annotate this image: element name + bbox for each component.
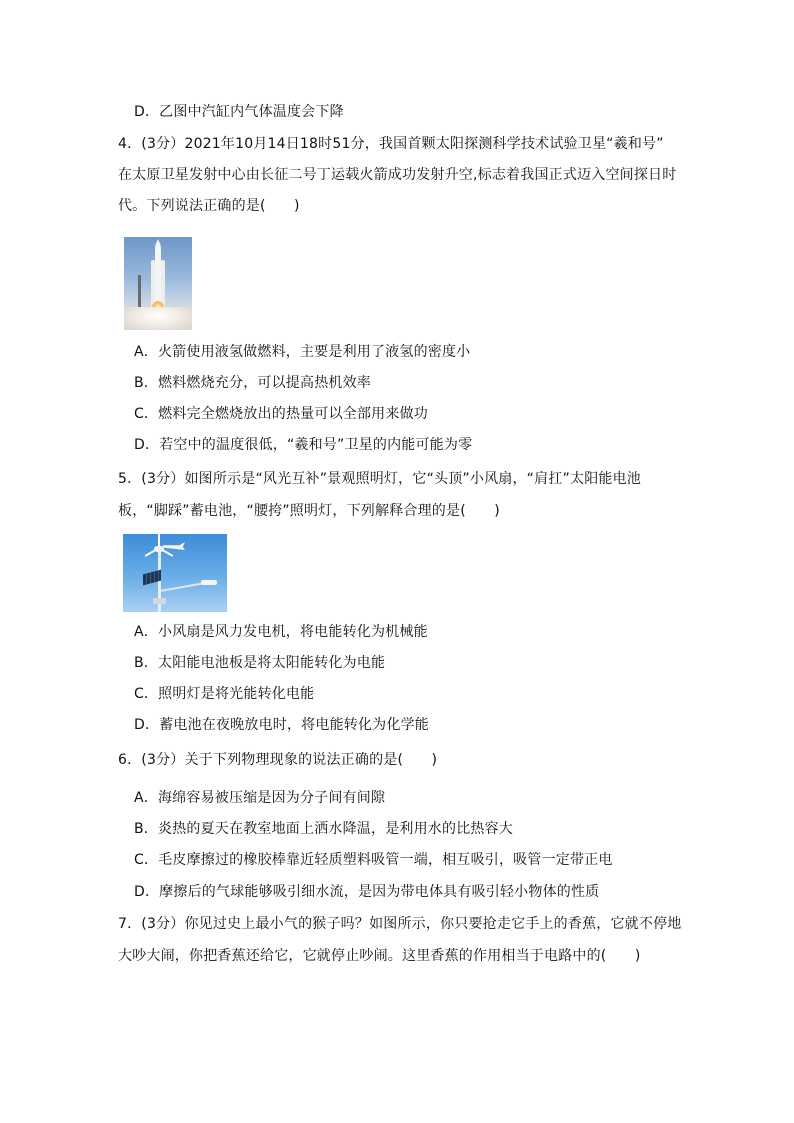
q5-option-a: A．小风扇是风力发电机，将电能转化为机械能 — [134, 624, 428, 640]
q5-option-b: B．太阳能电池板是将太阳能转化为电能 — [134, 655, 386, 671]
q4-option-a: A．火箭使用液氢做燃料，主要是利用了液氢的密度小 — [134, 344, 471, 360]
q6-option-a: A．海绵容易被压缩是因为分子间有间隙 — [134, 790, 386, 806]
q5-option-d: D．蓄电池在夜晚放电时，将电能转化为化学能 — [134, 717, 429, 733]
q6-option-b: B．炎热的夏天在教室地面上洒水降温，是利用水的比热容大 — [134, 821, 514, 837]
q4-stem-line-1: 4．(3分）2021年10月14日18时51分，我国首颗太阳探测科学技术试验卫星“羲和号” — [118, 136, 664, 152]
wind-solar-lamp-image — [123, 534, 227, 612]
q4-stem-line-2: 在太原卫星发射中心由长征二号丁运载火箭成功发射升空,标志着我国正式迈入空间探日时 — [118, 167, 677, 183]
q3-option-d: D．乙图中汽缸内气体温度会下降 — [134, 104, 344, 120]
q5-option-c: C．照明灯是将光能转化电能 — [134, 686, 315, 702]
turbine-tail — [163, 542, 185, 550]
q4-option-c: C．燃料完全燃烧放出的热量可以全部用来做功 — [134, 406, 428, 422]
q7-stem-line-1: 7．(3分）你见过史上最小气的猴子吗？如图所示，你只要抢走它手上的香蕉，它就不停地 — [118, 916, 682, 932]
rocket-body — [155, 245, 161, 303]
storage-battery — [153, 598, 166, 604]
q5-stem-line-1: 5．(3分）如图所示是“风光互补”景观照明灯，它“头顶”小风扇，“肩扛”太阳能电池 — [118, 471, 641, 487]
q6-stem: 6．(3分）关于下列物理现象的说法正确的是( ) — [118, 752, 438, 768]
q6-option-d: D．摩擦后的气球能够吸引细水流，是因为带电体具有吸引轻小物体的性质 — [134, 884, 600, 900]
q4-option-b: B．燃料燃烧充分，可以提高热机效率 — [134, 375, 372, 391]
q4-stem-line-3: 代。下列说法正确的是( ) — [118, 198, 300, 214]
q7-stem-line-2: 大吵大闹，你把香蕉还给它，它就停止吵闹。这里香蕉的作用相当于电路中的( ) — [118, 948, 641, 964]
q4-option-d: D．若空中的温度很低，“羲和号”卫星的内能可能为零 — [134, 437, 473, 453]
rocket-launch-image — [124, 237, 192, 330]
q6-option-c: C．毛皮摩擦过的橡胶棒靠近轻质塑料吸管一端，相互吸引，吸管一定带正电 — [134, 852, 613, 868]
lamp-head — [201, 580, 217, 585]
q5-stem-line-2: 板，“脚踩”蓄电池，“腰挎”照明灯，下列解释合理的是( ) — [118, 503, 500, 519]
launch-smoke — [124, 307, 192, 330]
